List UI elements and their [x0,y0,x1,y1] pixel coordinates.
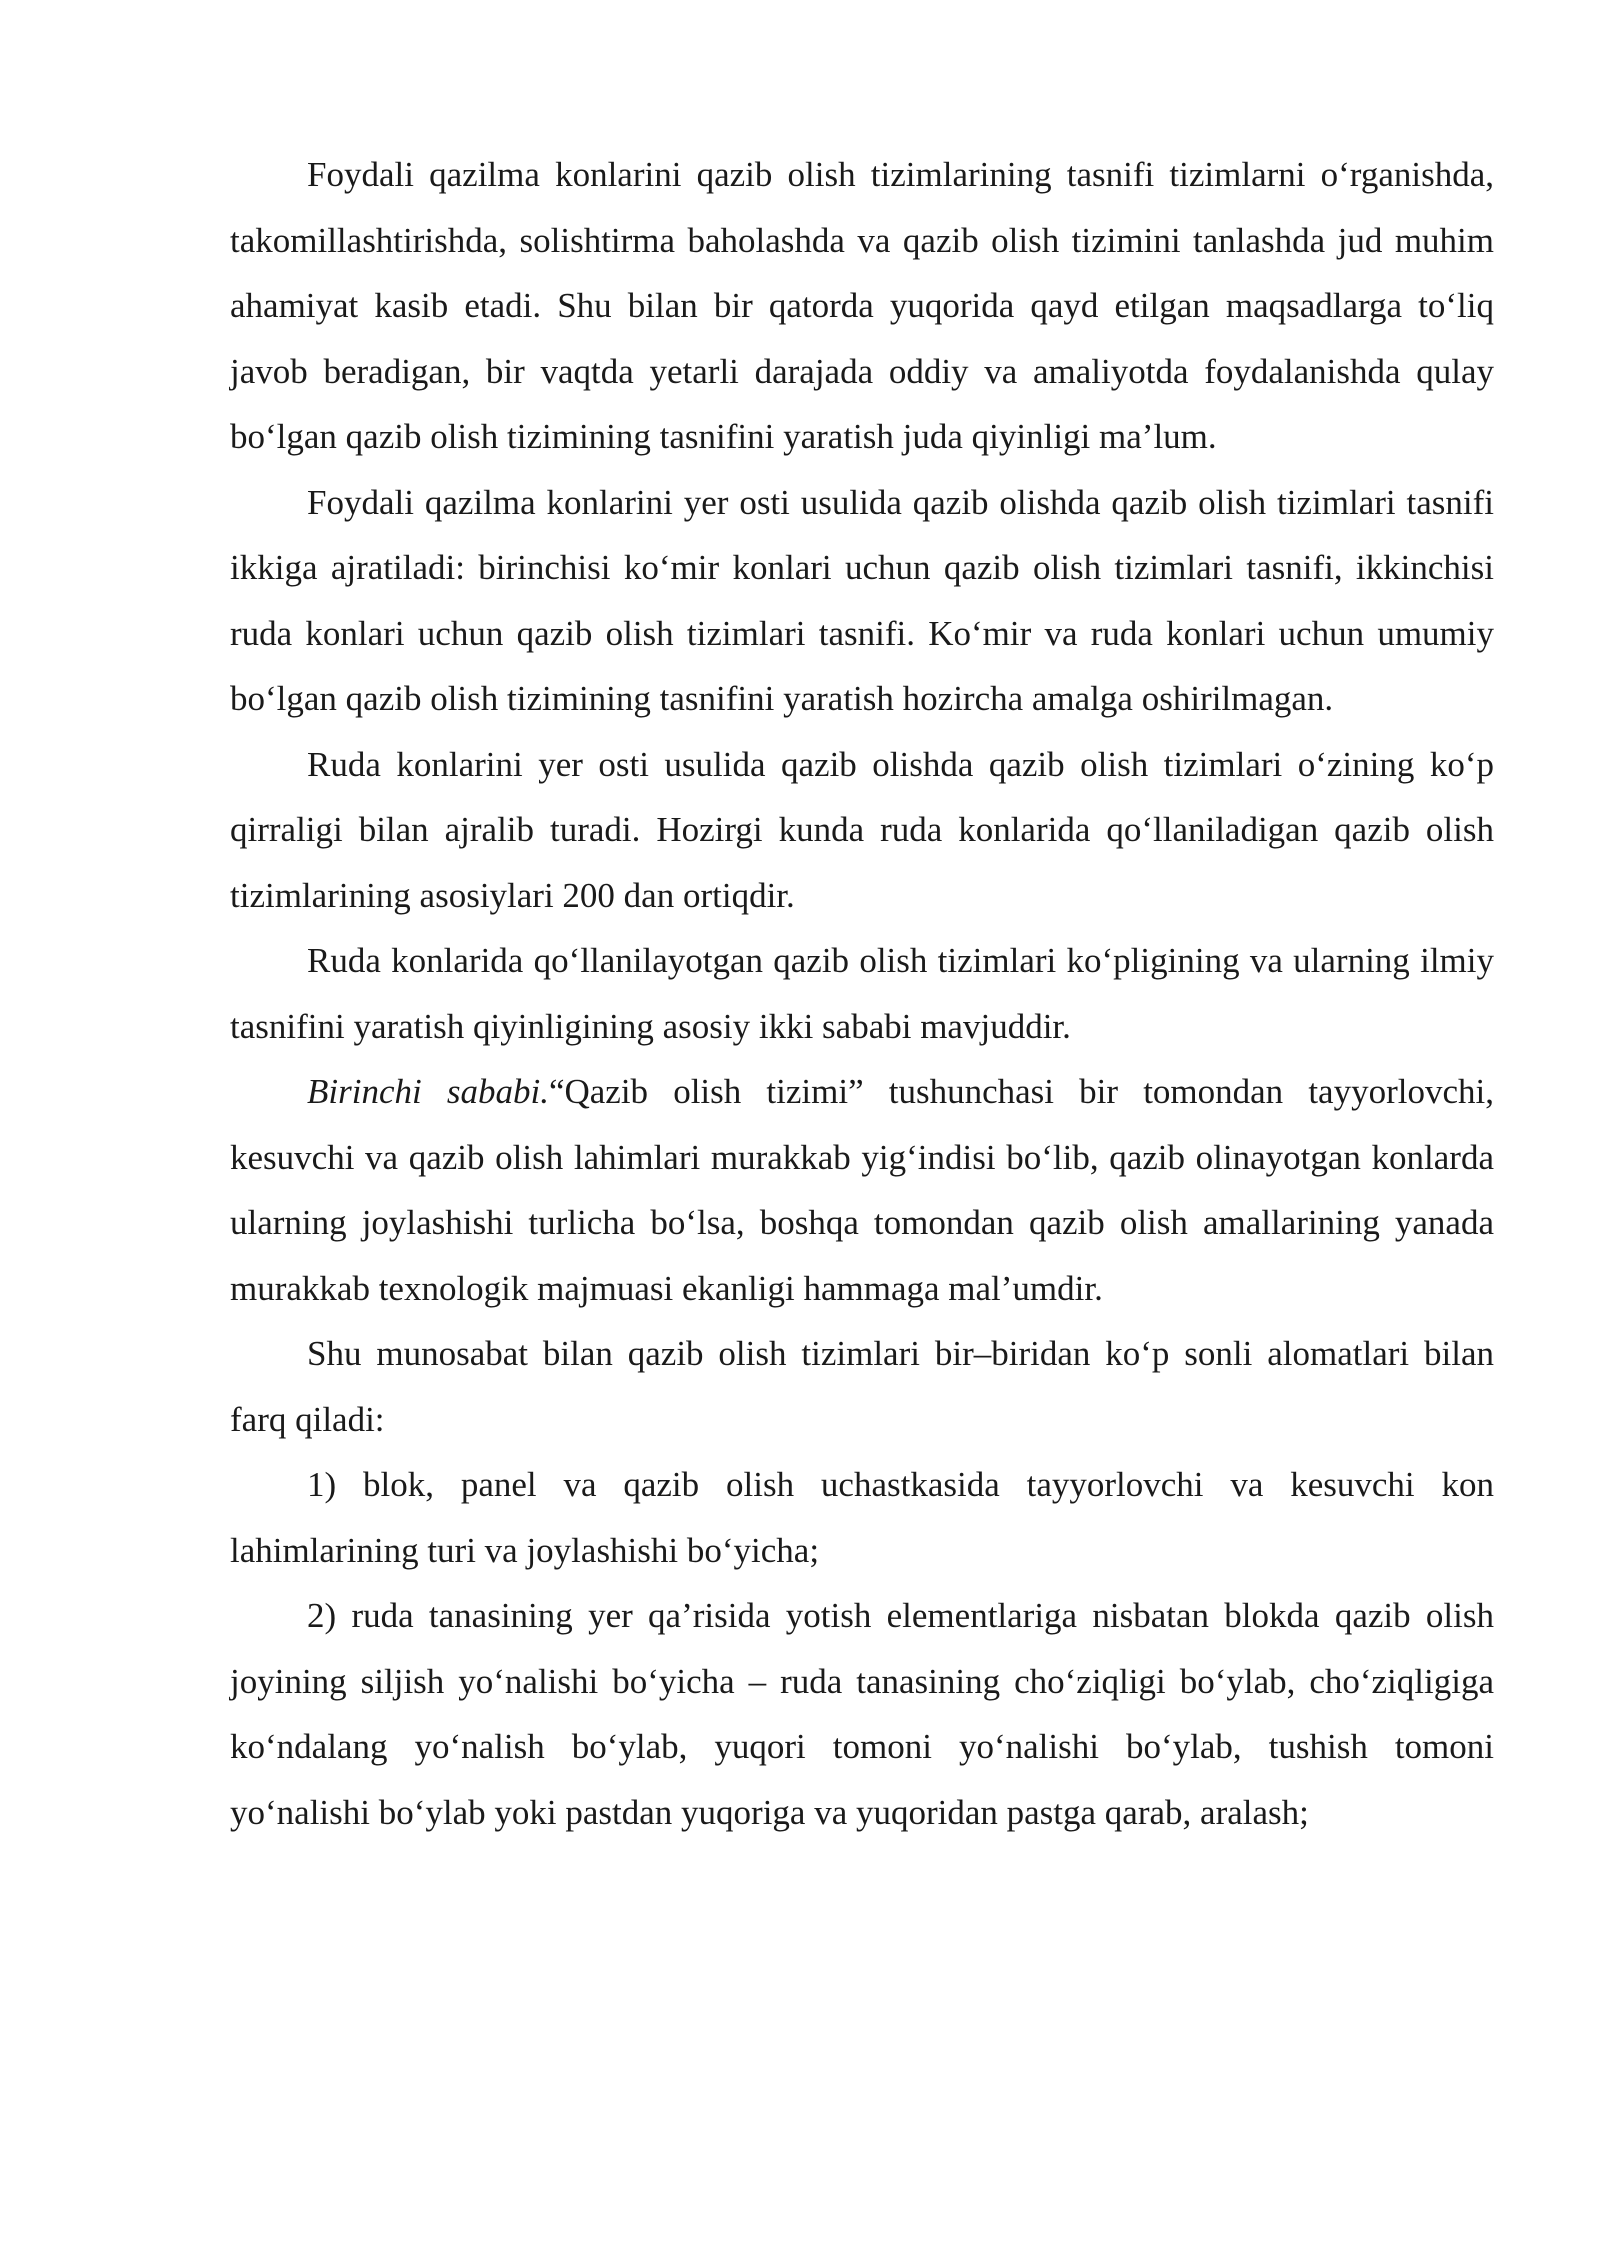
list-item-2 [230,1583,1494,1845]
paragraph-3 [230,732,1494,929]
paragraph-4-text: Ruda konlarida qo‘llanilayotgan qazib olish tizimlari ko‘pligining va ularning ilmiy tasnifini yaratish qiyinligining asosiy ikki sababi mavjuddir. [230,941,1494,1046]
paragraph-5-lead: Birinchi sababi. [307,1072,549,1111]
paragraph-1 [230,142,1494,470]
paragraph-2-text: Foydali qazilma konlarini yer osti usulida qazib olishda qazib olish tizimlari tasnifi ikkiga ajratiladi: birinchisi ko‘mir konlari uchun qazib olish tizimlari tasnifi, ikkinchisi ruda konlari uchun qazib olish tizimlari tasnifi. Ko‘mir va ruda konlari uchun umumiy bo‘lgan qazib olish tizimining tasnifini yaratish hozircha amalga oshirilmagan. [230,482,1494,718]
paragraph-2 [230,470,1494,732]
paragraph-4 [230,928,1494,1059]
paragraph-5-text: “Qazib olish tizimi” tushunchasi bir tomondan tayyorlovchi, kesuvchi va qazib olish lahimlari murakkab yig‘indisi bo‘lib, qazib olinayotgan konlarda ularning joylashishi turlicha bo‘lsa, boshqa tomondan qazib olish amallarining yanada murakkab texnologik majmuasi ekanligi hammaga mal’umdir. [230,1072,1494,1308]
list-item-1 [230,1452,1494,1583]
paragraph-6-text: Shu munosabat bilan qazib olish tizimlari bir–biridan ko‘p sonli alomatlari bilan farq qiladi: [230,1334,1494,1439]
paragraph-5 [230,1059,1494,1321]
paragraph-6 [230,1321,1494,1452]
body-text [230,142,1494,1845]
paragraph-3-text: Ruda konlarini yer osti usulida qazib olishda qazib olish tizimlari o‘zining ko‘p qirraligi bilan ajralib turadi. Hozirgi kunda ruda konlarida qo‘llaniladigan qazib olish tizimlarining asosiylari 200 dan ortiqdir. [230,744,1494,915]
list-item-2-text: 2) ruda tanasining yer qa’risida yotish elementlariga nisbatan blokda qazib olish joyining siljish yo‘nalishi bo‘yicha – ruda tanasining cho‘ziqligi bo‘ylab, cho‘ziqligiga ko‘ndalang yo‘nalish bo‘ylab, yuqori tomoni yo‘nalishi bo‘ylab, tushish tomoni yo‘nalishi bo‘ylab yoki pastdan yuqoriga va yuqoridan pastga qarab, aralash; [230,1596,1494,1832]
paragraph-1-text: Foydali qazilma konlarini qazib olish tizimlarining tasnifi tizimlarni o‘rganishda, takomillashtirishda, solishtirma baholashda va qazib olish tizimini tanlashda jud muhim ahamiyat kasib etadi. Shu bilan bir qatorda yuqorida qayd etilgan maqsadlarga to‘liq javob beradigan, bir vaqtda yetarli darajada oddiy va amaliyotda foydalanishda qulay bo‘lgan qazib olish tizimining tasnifini yaratish juda qiyinligi ma’lum. [230,155,1494,456]
list-item-1-text: 1) blok, panel va qazib olish uchastkasida tayyorlovchi va kesuvchi kon lahimlarining turi va joylashishi bo‘yicha; [230,1465,1494,1570]
